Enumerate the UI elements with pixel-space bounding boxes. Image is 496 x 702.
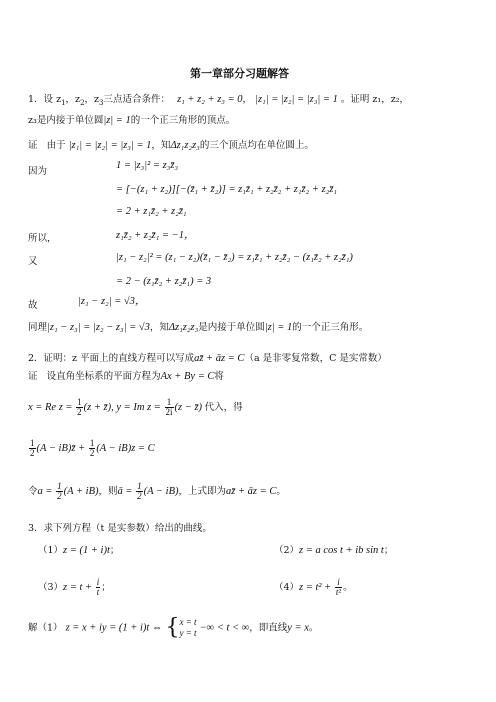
item-1: （1）z = (1 + i)t； [38, 545, 120, 556]
problem-2-statement: 2．证明：z 平面上的直线方程可以写成az̄ + āz = C（a 是非零复常数，C 是实常数） [28, 353, 387, 364]
also-label: 又 [28, 256, 38, 267]
condition-modulus: |z₁| = |z₂| = |z₃| = 1 [255, 94, 338, 105]
condition-sum: z₁ + z₂ + z₃ = 0 [177, 94, 243, 105]
equation-6: = 2 − (z₁z̄₂ + z₂z̄₁) = 3 [116, 276, 212, 287]
problem-3-statement: 3．求下列方程（t 是实参数）给出的曲线。 [28, 523, 212, 534]
because-label: 因为 [28, 166, 48, 177]
so-label: 所以， [28, 233, 57, 244]
solution-1: 解（1） z = x + iy = (1 + i)t ⇔ { x = t y = t −∞ < t < ∞，即直线y = x。 [28, 615, 319, 640]
proof-1-intro: 证 由于 |z₁| = |z₂| = |z₃| = 1，知Δz₁z₂z₃的三个顶点均在单位圆上。 [28, 140, 314, 151]
item-3: （3）z = t + $\frac{i}{t}$ ； [38, 577, 111, 597]
equation-3: = 2 + z₁z̄₂ + z₂z̄₁ [116, 206, 187, 217]
definition-line: 令a = $\frac{1}{2}$ (A + iB)，则ā = $\frac{1}{2}$ (A − iB)，上式即为az̄ + āz = C。 [28, 481, 286, 501]
substitution-equation: x = Re z = $\frac{1}{2}$ (z + z̄), y = Im z = $\frac{1}{2i}$ (z − z̄) 代入，得 [28, 397, 243, 417]
equation-2: = [−(z₁ + z₂)][−(z̄₁ + z̄₂)] = z₁z̄₁ + z₂z̄₂ + z₁z̄₂ + z₂z̄₁ [116, 184, 338, 195]
problem-1-statement-cont: z₃是内接于单位圆|z| = 1的一个正三角形的顶点。 [28, 115, 236, 126]
equation-7: |z₁ − z₂| = √3， [78, 296, 146, 307]
proof-2-intro: 证 设直角坐标系的平面方程为Ax + By = C将 [28, 371, 224, 382]
equation-4: z₁z̄₂ + z₂z̄₁ = −1， [116, 230, 195, 241]
item-2: （2）z = a cos t + ib sin t； [274, 545, 394, 556]
problem-1-statement: 1．设 $z_1$，$z_2$，$z_3$三点适合条件： z₁ + z₂ + z₃ = 0， |z₁| = |z₂| = |z₃| = 1 。证明 z₁，z₂， [28, 94, 410, 107]
result-equation: $\frac{1}{2}$ (A − iB)z̄ + $\frac{1}{2}$ (A − iB)z = C [30, 438, 155, 458]
conclusion-1: 同理|z₁ − z₃| = |z₂ − z₃| = √3，知Δz₁z₂z₃是内接于单位圆|z| = 1的一个正三角形。 [28, 322, 369, 333]
equation-1: 1 = |z₃|² = z₃z̄₃ [116, 160, 179, 171]
item-4: （4）z = t² + $\frac{i}{\text{t²}}$ 。 [274, 577, 353, 597]
hence-label: 故 [28, 300, 38, 311]
chapter-title: 第一章部分习题解答 [190, 67, 289, 80]
equation-5: |z₁ − z₂|² = (z₁ − z₂)(z̄₁ − z̄₂) = z₁z̄₁ + z₂z̄₂ − (z₁z̄₂ + z₂z̄₁) [116, 252, 353, 263]
